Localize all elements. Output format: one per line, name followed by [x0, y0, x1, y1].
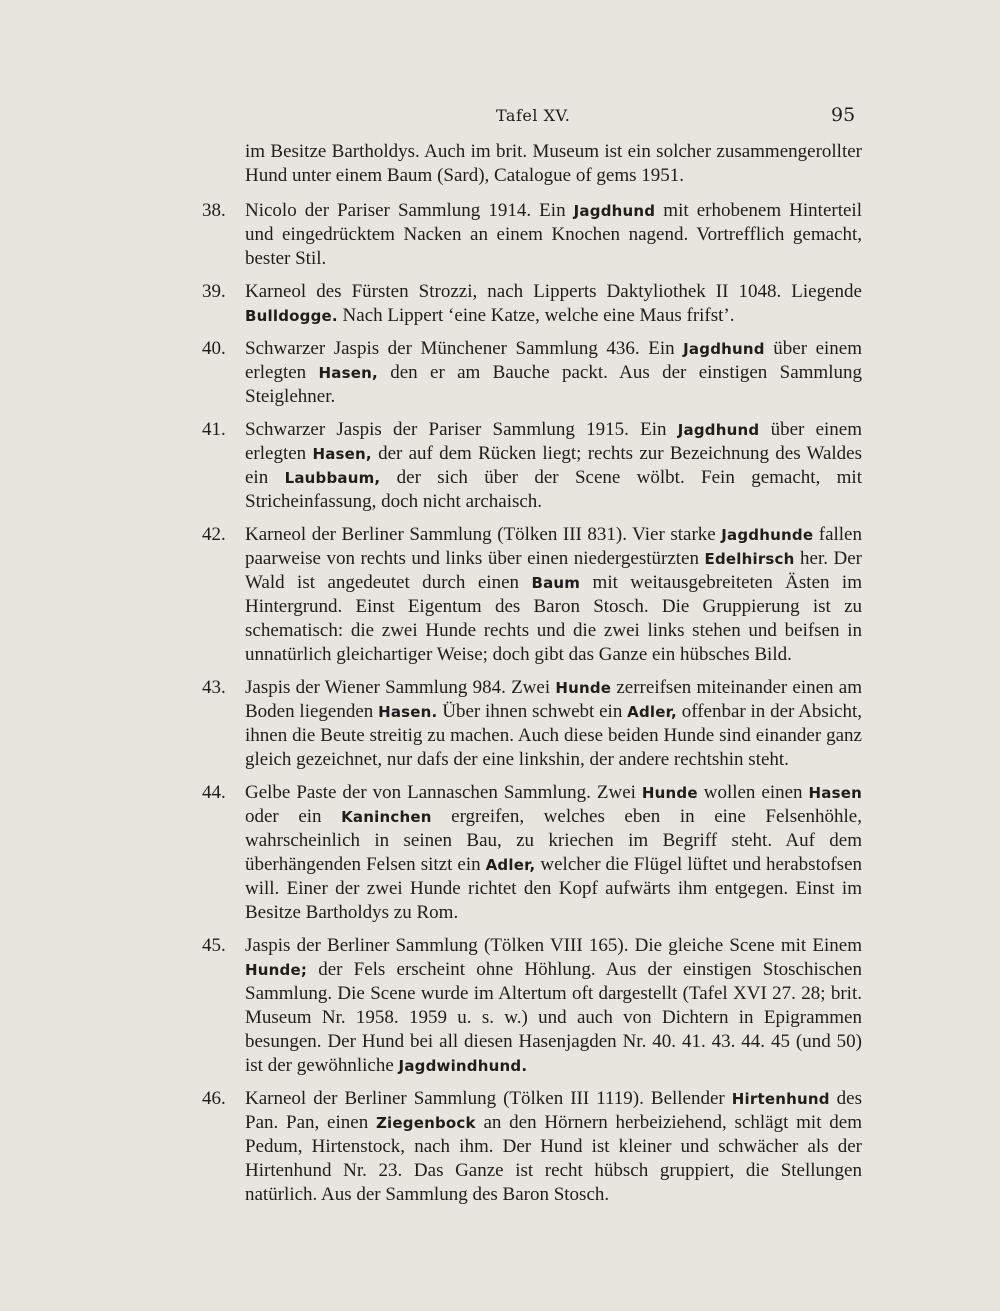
catalogue-text [200, 140, 862, 1216]
text-run: Nicolo der Pariser Sammlung 1914. Ein [245, 200, 574, 221]
text-run: der sich über der Scene wölbt. Fein gemacht, mit Stricheinfassung, doch nicht archaisch. [245, 467, 862, 512]
emphasized-term: Bulldogge. [245, 307, 338, 325]
text-run: welcher die Flügel lüftet und herabstofsen will. Einer der zwei Hunde richtet den Kopf aufwärts ihm entgegen. Einst im Besitze Bartholdys zu Rom. [245, 854, 863, 923]
emphasized-term: Ziegenbock [375, 1114, 476, 1132]
page-number: 95 [831, 104, 856, 126]
text-run: zerreifsen miteinander einen am Boden liegenden [245, 677, 862, 722]
text-run: der auf dem Rücken liegt; rechts zur Bezeichnung des Waldes ein [245, 443, 862, 488]
emphasized-term: Edelhirsch [704, 550, 795, 568]
emphasized-term: Adler, [627, 703, 677, 721]
emphasized-term: Adler, [485, 856, 536, 874]
text-run: des Pan. Pan, einen [245, 1088, 862, 1133]
entry-text [245, 418, 862, 514]
text-run: über einem erlegten [245, 338, 862, 383]
catalogue-entry [200, 199, 862, 271]
text-run: Schwarzer Jaspis der Münchener Sammlung 436. Ein [245, 338, 684, 359]
text-run: der Fels erscheint ohne Höhlung. Aus der einstigen Stoschischen Sammlung. Die Scene wurde im Altertum oft dargestellt (Tafel XVI 27. 28; brit. Museum Nr. 1958. 1959 u. s. w.) und auch von Dichtern in Epigrammen besungen. Der Hund bei all diesen Hasenjagden Nr. 40. 41. 43. 44. 45 (und 50) ist der gewöhnliche [245, 959, 862, 1076]
entry-number: 44. [202, 782, 226, 803]
emphasized-term: Hasen, [318, 364, 378, 382]
text-run: Jaspis der Berliner Sammlung (Tölken VIII 165). Die gleiche Scene mit Einem [245, 935, 862, 956]
catalogue-entry [200, 523, 862, 667]
emphasized-term: Jagdhund [677, 421, 760, 439]
emphasized-term: Kaninchen [341, 808, 432, 826]
emphasized-term: Laubbaum, [284, 469, 381, 487]
entry-text [245, 140, 862, 188]
entry-number: 40. [202, 338, 226, 359]
catalogue-entry [200, 418, 862, 514]
text-run: Über ihnen schwebt ein [437, 701, 628, 722]
emphasized-term: Hunde [555, 679, 612, 697]
catalogue-entry [200, 781, 862, 925]
emphasized-term: Hasen, [312, 445, 372, 463]
catalogue-entry [200, 934, 862, 1078]
entry-text [245, 934, 862, 1078]
entry-text [245, 1087, 862, 1207]
catalogue-entry [200, 1087, 862, 1207]
entry-number: 38. [202, 200, 226, 221]
text-run: offenbar in der Absicht, ihnen die Beute streitig zu machen. Auch diese beiden Hunde sind einander ganz gleich gezeichnet, nur dafs der eine linkshin, der andere rechtshin steht. [245, 701, 862, 770]
entry-text [245, 781, 862, 925]
emphasized-term: Jagdhund [683, 340, 765, 358]
catalogue-entry [200, 337, 862, 409]
emphasized-term: Hunde [641, 784, 698, 802]
emphasized-term: Jagdhund [573, 202, 656, 220]
text-run: wollen einen [697, 782, 809, 803]
text-run: mit weitausgebreiteten Ästen im Hintergrund. Einst Eigentum des Baron Stosch. Die Gruppierung ist zu schematisch: die zwei Hunde rechts und die zwei links stehen und beifsen in unnatürlich gleichartiger Weise; doch gibt das Ganze ein hübsches Bild. [245, 572, 862, 665]
text-run: an den Hörnern herbeiziehend, schlägt mit dem Pedum, Hirtenstock, nach ihm. Der Hund ist kleiner und schwächer als der Hirtenhund Nr. 23. Das Ganze ist recht hübsch gruppiert, die Stellungen natürlich. Aus der Sammlung des Baron Stosch. [245, 1112, 862, 1205]
text-run: fallen paarweise von rechts und links über einen niedergestürzten [245, 524, 862, 569]
emphasized-term: Baum [531, 574, 581, 592]
text-run: ergreifen, welches eben in eine Felsenhöhle, wahrscheinlich in seinen Bau, zu kriechen im Begriff steht. Auf dem überhängenden Felsen sitzt ein [245, 806, 862, 875]
catalogue-entry [200, 676, 862, 772]
emphasized-term: Jagdwindhund. [398, 1057, 528, 1075]
text-run: Jaspis der Wiener Sammlung 984. Zwei [245, 677, 556, 698]
text-run: her. Der Wald ist angedeutet durch einen [245, 548, 862, 593]
catalogue-entry [200, 280, 862, 328]
entry-number: 45. [202, 935, 226, 956]
entry-text [245, 676, 862, 772]
text-run: Karneol der Berliner Sammlung (Tölken III 831). Vier starke [245, 524, 722, 545]
entry-number: 41. [202, 419, 226, 440]
text-run: Nach Lippert ‘eine Katze, welche eine Maus frifst’. [337, 305, 735, 326]
entry-number: 42. [202, 524, 226, 545]
text-run: mit erhobenem Hinterteil und eingedrücktem Nacken an einem Knochen nagend. Vortrefflich gemacht, bester Stil. [245, 200, 862, 269]
entry-text [245, 280, 862, 328]
emphasized-term: Hirtenhund [731, 1090, 830, 1108]
emphasized-term: Hasen. [378, 703, 438, 721]
text-run: oder ein [245, 806, 342, 827]
text-run: Karneol des Fürsten Strozzi, nach Lipperts Daktyliothek II 1048. Liegende [245, 281, 862, 302]
text-run: Schwarzer Jaspis der Pariser Sammlung 1915. Ein [245, 419, 678, 440]
text-run: den er am Bauche packt. Aus der einstigen Sammlung Steiglehner. [245, 362, 862, 407]
text-run: Gelbe Paste der von Lannaschen Sammlung. Zwei [245, 782, 642, 803]
entry-number: 43. [202, 677, 226, 698]
entry-text [245, 337, 862, 409]
text-run: im Besitze Bartholdys. Auch im brit. Museum ist ein solcher zusammengerollter Hund unter einem Baum (Sard), Catalogue of gems 1951. [245, 141, 862, 186]
emphasized-term: Hasen [808, 784, 863, 802]
entry-text [245, 199, 862, 271]
entry-number: 39. [202, 281, 226, 302]
emphasized-term: Hunde; [245, 961, 308, 979]
emphasized-term: Jagdhunde [721, 526, 814, 544]
text-run: Karneol der Berliner Sammlung (Tölken III 1119). Bellender [245, 1088, 732, 1109]
entry-text [245, 523, 862, 667]
entry-number: 46. [202, 1088, 226, 1109]
running-title: Tafel XV. [496, 106, 571, 125]
text-run: über einem erlegten [245, 419, 862, 464]
catalogue-entry [200, 140, 862, 188]
